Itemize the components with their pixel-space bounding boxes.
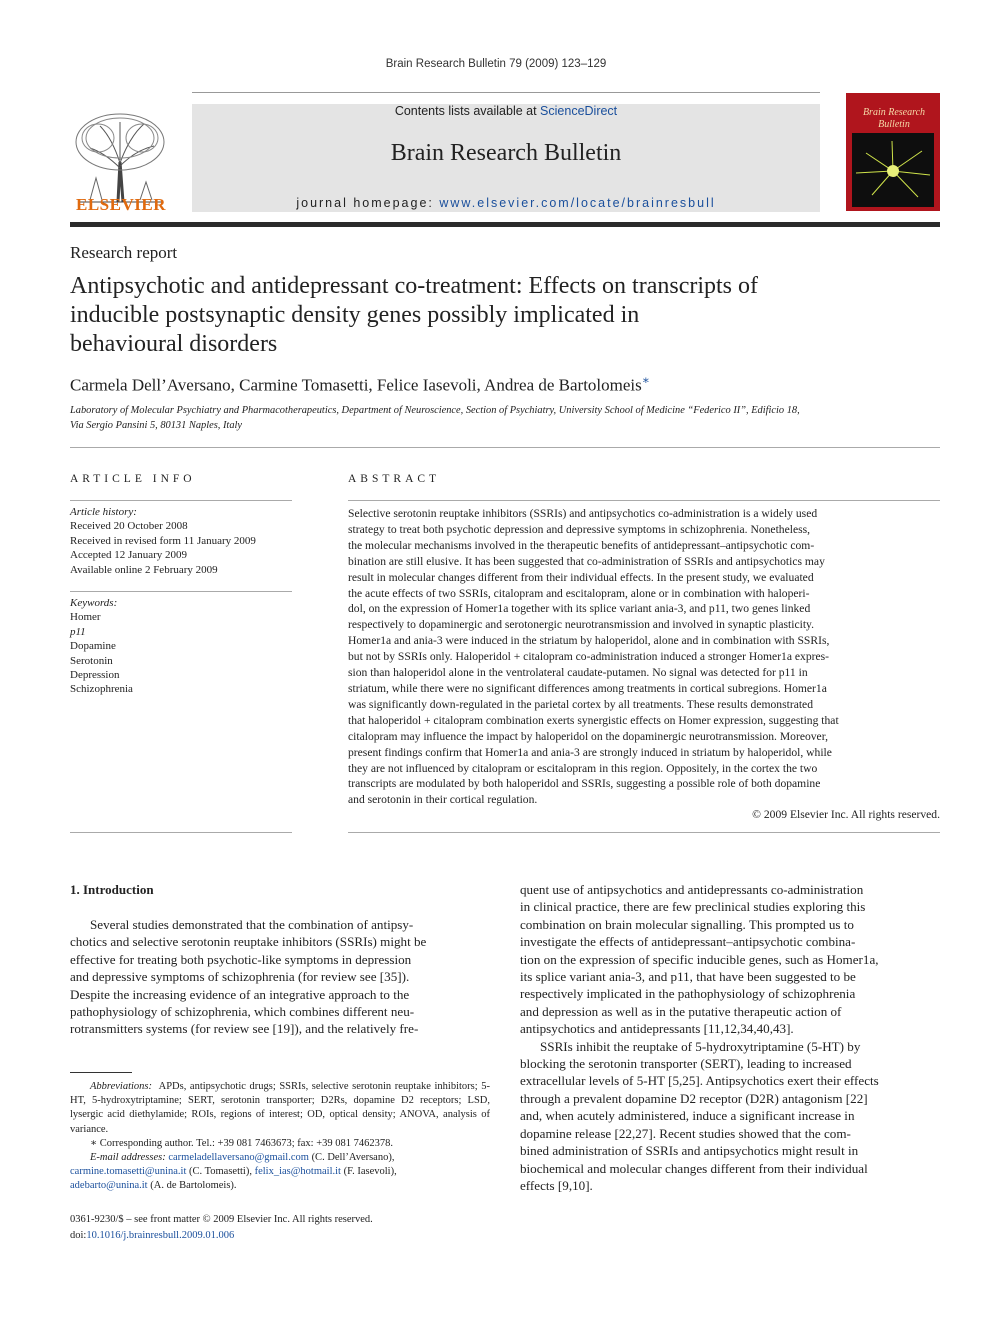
abstract-heading: ABSTRACT [348,473,441,485]
email-link[interactable]: carmeladellaversano@gmail.com [168,1152,309,1164]
journal-citation: Brain Research Bulletin 79 (2009) 123–129 [385,58,607,70]
contents-line: Contents lists available at ScienceDirect [394,104,618,118]
affiliation: Laboratory of Molecular Psychiatry and Pharmacotherapeutics, Department of Neuroscience, Section of Psychiatry, University School of Medicine “Federico II”, Edificio 18, Via Sergio Pansini 5, 80131 Naples, Italy [70,405,800,431]
divider [348,500,940,501]
divider [348,832,940,833]
section-type: Research report [70,243,178,262]
introduction-left-column: Several studies demonstrated that the combination of antipsy- chotics and selective serotonin reuptake inhibitors (SSRIs) might be effective for treating both psychotic-like symptoms in depression and depressive symptoms of schizophrenia (for review see [35]). Despite the increasing evidence of an integrative approach to the pathophysiology of schizophrenia, which combines different neu- rotransmitters systems (for review see [19]), and the relatively fre- [70,917,427,1037]
divider [70,500,292,501]
footnote-rule [70,1072,132,1073]
divider [70,832,292,833]
neuron-image-icon [852,133,934,207]
article-info-heading: ARTICLE INFO [70,473,196,485]
keywords: Keywords: Homer p11 Dopamine Serotonin Depression Schizophrenia [70,596,292,697]
email-link[interactable]: felix_ias@hotmail.it [254,1166,341,1178]
divider [70,591,292,592]
journal-cover-image [846,93,940,211]
doi-link[interactable]: 10.1016/j.brainresbull.2009.01.006 [86,1230,235,1241]
homepage-link[interactable]: www.elsevier.com/locate/brainresbull [439,196,716,210]
author-list: Carmela Dell’Aversano, Carmine Tomasetti, Felice Iasevoli, Andrea de Bartolomeis∗ [70,373,650,395]
keyword-item: Serotonin [70,654,113,667]
article-title: Antipsychotic and antidepressant co-treatment: Effects on transcripts of inducible postsynaptic density genes possibly implicated in behavioural disorders [70,273,759,357]
journal-title: Brain Research Bulletin [390,140,622,166]
introduction-right-column: quent use of antipsychotics and antidepressants co-administration in clinical practice, there are few preclinical studies exploring this combination on brain molecular signalling. This prompted us to investigate the effects of antidepressant–antipsychotic combina- tion on the expression of specific inducible genes, such as Homer1a, its splice variant ania-3, and p11, that have been suggested to be respectively implicated in the pathophysiology of schizophrenia and depression as well as in the putative therapeutic action of antipsychotics and antidepressants [11,12,34,40,43]. SSRIs inhibit the reuptake of 5-hydroxytriptamine (5-HT) by blocking the serotonin transporter (SERT), leading to increased extracellular levels of 5-HT [5,25]. Antipsychotics exert their effects through a prevalent dopamine D2 receptor (D2R) antagonism [22] and, when acutely administered, induce a significant increase in dopamine release [22,27]. Recent studies showed that the com- bined administration of SSRIs and antipsychotics might result in biochemical and molecular changes different from their individual effects [9,10]. [520,882,879,1193]
publisher-logo-text: ELSEVIER [76,195,166,214]
footnotes: Abbreviations: APDs, antipsychotic drugs; SSRIs, selective serotonin reuptake inhibitors; 5-HT, 5-hydroxytriptamine; SERT, serotonin transporter; D2Rs, dopamine D2 receptors; LSD, lysergic acid diethylamide; ROIs, regions of interest; OD, optical density; ANOVA, analysis of variance. ∗ Corresponding author. Tel.: +39 081 7463673; fax: +39 081 7462378. E-mail addresses: carmeladellaversano@gmail.com (C. Dell’Aversano), carmine.tomasetti@unina.it (C. Tomasetti), felix_ias@hotmail.it (F. Iasevoli), adebarto@unina.it (A. de Bartolomeis). [70,1081,490,1192]
keyword-item: Dopamine [70,640,116,653]
header-rule [192,92,820,93]
divider [70,447,940,448]
sciencedirect-link[interactable]: ScienceDirect [540,104,618,118]
keyword-item: Depression [70,669,120,682]
email-link[interactable]: carmine.tomasetti@unina.it [70,1166,187,1178]
masthead-rule [70,222,940,227]
front-matter-info: 0361-9230/$ – see front matter © 2009 Elsevier Inc. All rights reserved. doi:10.1016/j.brainresbull.2009.01.006 [70,1214,373,1241]
introduction-heading: 1. Introduction [70,882,154,897]
cover-title: Brain Research Bulletin [862,107,926,130]
article-history: Article history: Received 20 October 2008 Received in revised form 11 January 2009 Accepted 12 January 2009 Available online 2 February 2009 [70,506,256,576]
abstract-copyright: © 2009 Elsevier Inc. All rights reserved. [752,808,940,821]
keyword-item: Homer [70,611,101,624]
keyword-item: Schizophrenia [70,683,133,696]
corresponding-author-mark[interactable]: ∗ [641,373,650,387]
email-link[interactable]: adebarto@unina.it [70,1180,148,1192]
abstract-text: Selective serotonin reuptake inhibitors (SSRIs) and antipsychotics co-administration is a widely used strategy to treat both psychotic depression and depressive symptoms in schizophrenia. Nonetheless, the molecular mechanisms involved in the therapeutic benefits of antidepressant–antipsychotic com- bination are still elusive. It has been suggested that co-administration of SSRIs and antipsychotics may result in molecular changes different from their individual effects. In the present study, we evaluated the acute effects of two SSRIs, citalopram and escitalopram, alone or in combination with haloperi- dol, on the expression of Homer1a together with its splice variant ania-3, and p11, two genes linked respectively to dopaminergic and serotonergic neurotransmission and involved in synaptic plasticity. Homer1a and ania-3 were induced in the striatum by haloperidol, alone and in combination with SSRIs, but not by SSRIs only. Haloperidol + citalopram co-administration induced a stronger Homer1a expres- sion than haloperidol alone in the ventrolateral caudate-putamen. No signal was detected for p11 in striatum, while there were no significant differences among treatments in cortical subregions. Homer1a was significantly down-regulated in the parietal cortex by all treatments. These results demonstrated that haloperidol + citalopram combination exerts synergistic effects on Homer expression, suggesting that citalopram may influence the impact by haloperidol on the dopaminergic neurotransmission. Moreover, present findings confirm that Homer1a and ania-3 are strongly induced in striatum by haloperidol, while they are not influenced by citalopram or escitalopram in this region. Oppositely, in the cortex the two transcripts are modulated by both haloperidol and SSRIs, suggesting a possible role of both dopamine and serotonin in their cortical regulation. [348,507,839,807]
journal-homepage: journal homepage: www.elsevier.com/locate/brainresbull [296,196,716,210]
keyword-item: p11 [70,625,86,638]
